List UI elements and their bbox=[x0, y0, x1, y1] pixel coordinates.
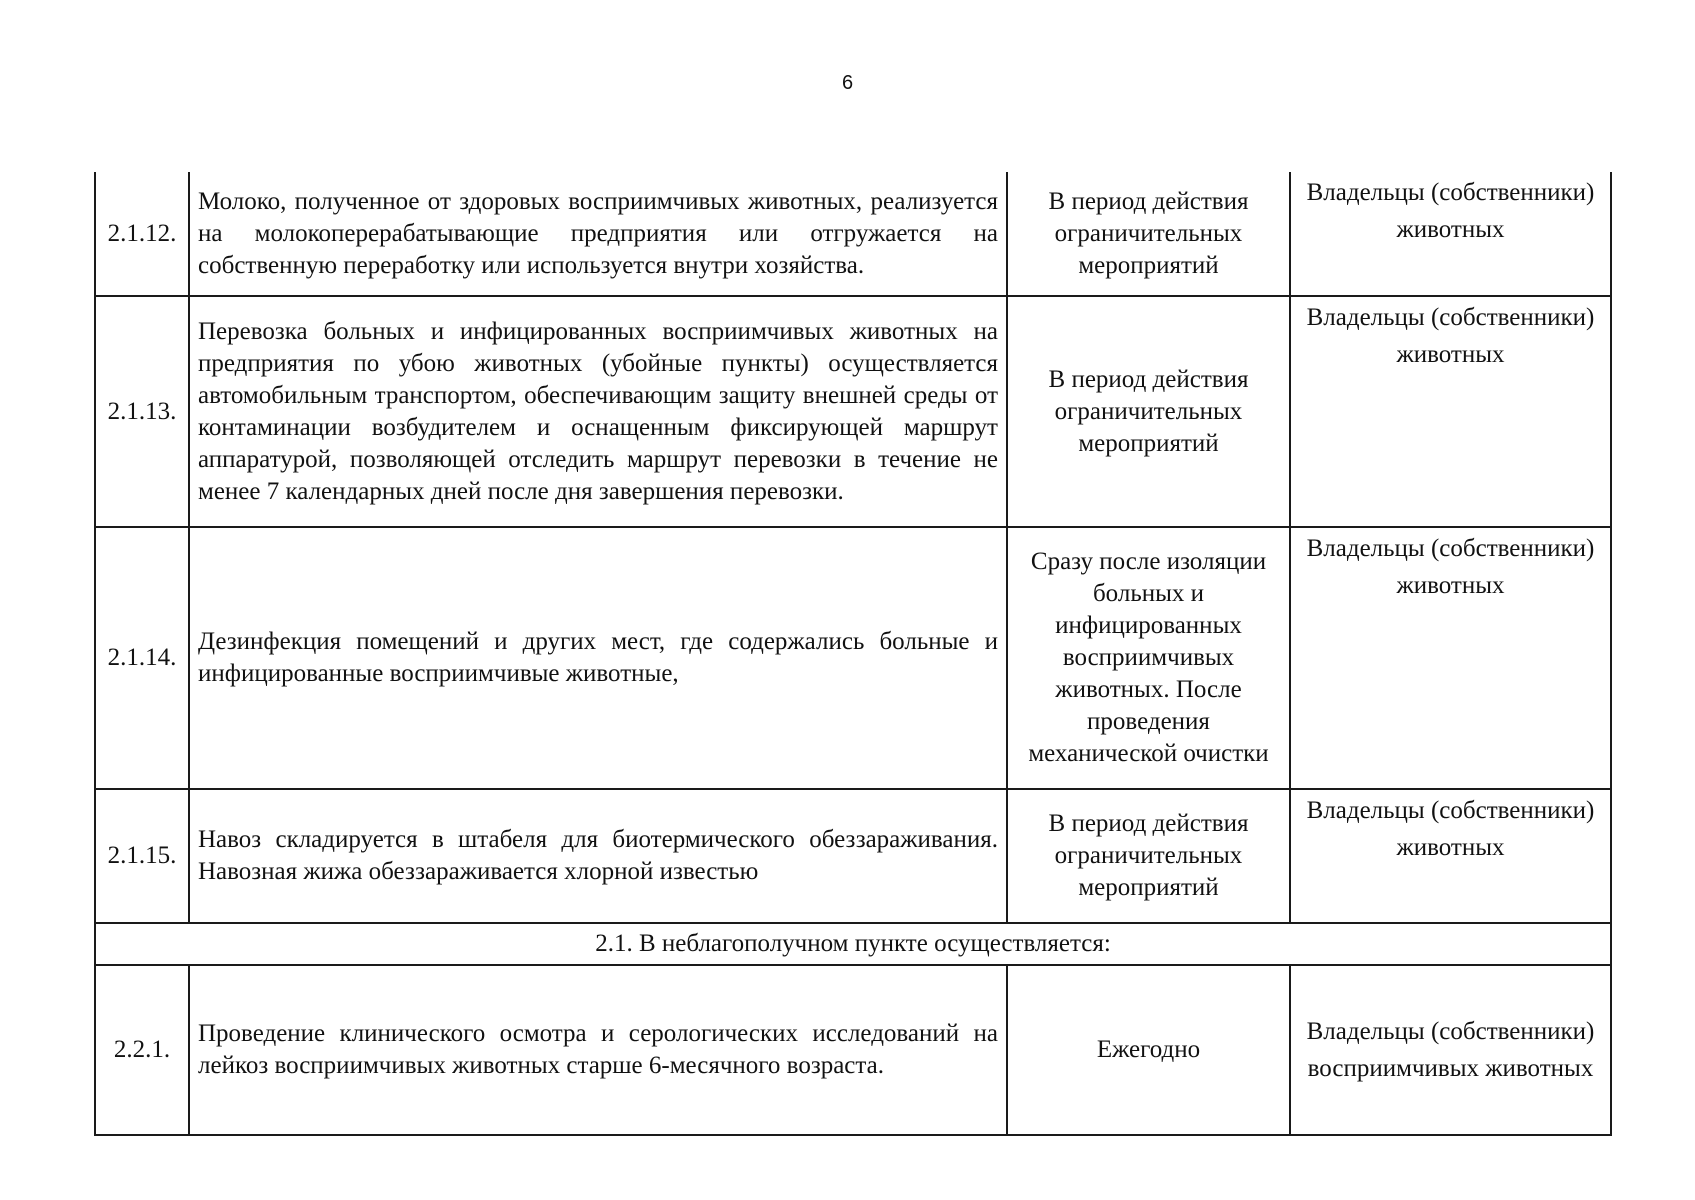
measure-term: Сразу после изоляции больных и инфицированных восприимчивых животных. После проведения механической очистки bbox=[1007, 527, 1290, 789]
section-heading: 2.1. В неблагополучном пункте осуществляется: bbox=[95, 923, 1611, 965]
table-row bbox=[95, 172, 1611, 296]
measure-term: В период действия ограничительных мероприятий bbox=[1007, 789, 1290, 923]
item-number: 2.1.13. bbox=[95, 296, 189, 527]
item-number: 2.1.12. bbox=[95, 172, 189, 296]
responsible-party: Владельцы (собственники) животных bbox=[1290, 172, 1611, 296]
responsible-party: Владельцы (собственники) животных bbox=[1290, 527, 1611, 789]
measure-description: Молоко, полученное от здоровых восприимчивых животных, реализуется на молокоперерабатывающие предприятия или отгружается на собственную переработку или используется внутри хозяйства. bbox=[189, 172, 1007, 296]
measure-term: Ежегодно bbox=[1007, 965, 1290, 1135]
item-number: 2.2.1. bbox=[95, 965, 189, 1135]
item-number: 2.1.14. bbox=[95, 527, 189, 789]
page-number: 6 bbox=[841, 72, 854, 94]
table-row bbox=[95, 965, 1611, 1135]
measure-term: В период действия ограничительных мероприятий bbox=[1007, 296, 1290, 527]
table-row bbox=[95, 527, 1611, 789]
measure-description: Дезинфекция помещений и других мест, где содержались больные и инфицированные восприимчивые животные, bbox=[189, 527, 1007, 789]
responsible-party: Владельцы (собственники) восприимчивых животных bbox=[1290, 965, 1611, 1135]
measure-description: Перевозка больных и инфицированных восприимчивых животных на предприятия по убою животных (убойные пункты) осуществляется автомобильным транспортом, обеспечивающим защиту внешней среды от контаминации возбудителем и оснащенным фиксирующей маршрут аппаратурой, позволяющей отследить маршрут перевозки в течение не менее 7 календарных дней после дня завершения перевозки. bbox=[189, 296, 1007, 527]
measure-description: Навоз складируется в штабеля для биотермического обеззараживания. Навозная жижа обеззараживается хлорной известью bbox=[189, 789, 1007, 923]
responsible-party: Владельцы (собственники) животных bbox=[1290, 789, 1611, 923]
section-heading-row bbox=[95, 923, 1611, 965]
measure-description: Проведение клинического осмотра и серологических исследований на лейкоз восприимчивых животных старше 6-месячного возраста. bbox=[189, 965, 1007, 1135]
table-row bbox=[95, 789, 1611, 923]
item-number: 2.1.15. bbox=[95, 789, 189, 923]
responsible-party: Владельцы (собственники) животных bbox=[1290, 296, 1611, 527]
measures-table bbox=[94, 172, 1612, 1136]
measure-term: В период действия ограничительных мероприятий bbox=[1007, 172, 1290, 296]
table-row bbox=[95, 296, 1611, 527]
